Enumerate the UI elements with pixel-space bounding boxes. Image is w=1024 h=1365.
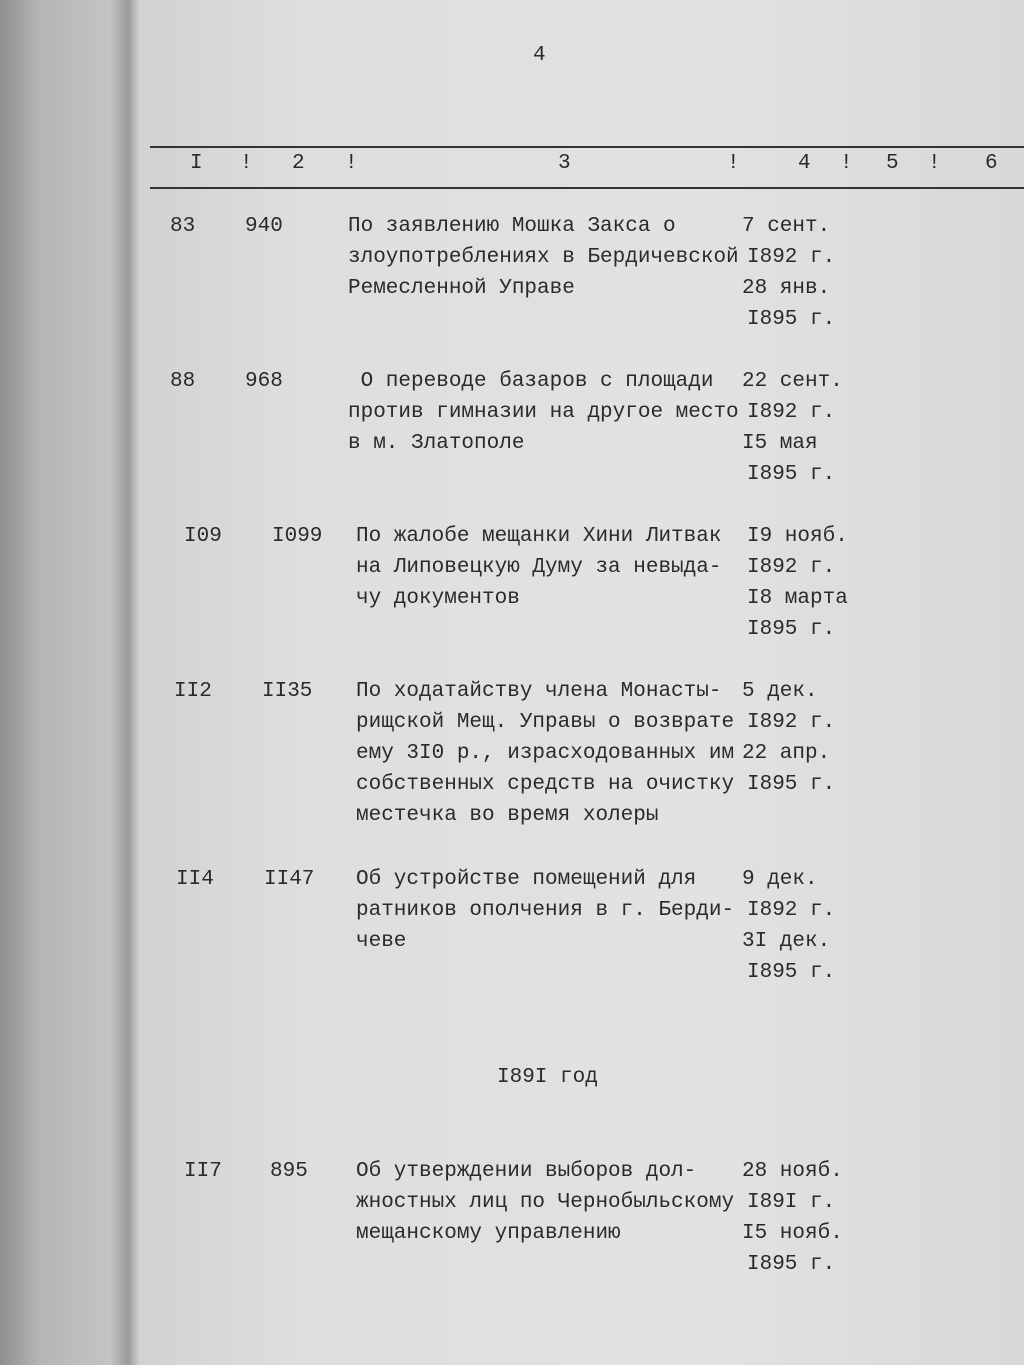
- case-title-line: на Липовецкую Думу за невыда-: [356, 556, 722, 579]
- header-rule-top: [150, 146, 1024, 148]
- case-number: I099: [272, 525, 323, 548]
- column-number: 4: [798, 152, 811, 175]
- date-line: I895 г.: [747, 308, 836, 331]
- date-line: I892 г.: [747, 899, 836, 922]
- row-number: II4: [176, 868, 214, 891]
- case-title-line: По заявлению Мошка Закса о: [348, 215, 676, 238]
- column-number: 3: [558, 152, 571, 175]
- case-number: 940: [245, 215, 283, 238]
- case-title-line: По ходатайству члена Монасты-: [356, 680, 722, 703]
- column-number: I: [190, 152, 203, 175]
- date-line: I9 нояб.: [747, 525, 848, 548]
- case-number: 968: [245, 370, 283, 393]
- case-title-line: чеве: [356, 930, 407, 953]
- date-line: I5 мая: [742, 432, 818, 455]
- case-title-line: злоупотреблениях в Бердичевской: [348, 246, 739, 269]
- date-line: 22 апр.: [742, 742, 831, 765]
- case-title-line: Об устройстве помещений для: [356, 868, 697, 891]
- case-title-line: Об утверждении выборов дол-: [356, 1160, 697, 1183]
- case-title-line: Ремесленной Управе: [348, 277, 575, 300]
- row-number: II2: [174, 680, 212, 703]
- case-number: 895: [270, 1160, 308, 1183]
- date-line: 22 сент.: [742, 370, 843, 393]
- date-line: I895 г.: [747, 463, 836, 486]
- date-line: I5 нояб.: [742, 1222, 843, 1245]
- date-line: I895 г.: [747, 961, 836, 984]
- case-title-line: чу документов: [356, 587, 520, 610]
- header-rule-bottom: [150, 187, 1024, 189]
- date-line: I892 г.: [747, 556, 836, 579]
- date-line: 5 дек.: [742, 680, 818, 703]
- date-line: 3I дек.: [742, 930, 831, 953]
- date-line: I892 г.: [747, 246, 836, 269]
- date-line: 9 дек.: [742, 868, 818, 891]
- date-line: I895 г.: [747, 618, 836, 641]
- row-number: 83: [170, 215, 196, 238]
- column-number: 2: [292, 152, 305, 175]
- date-line: I895 г.: [747, 1253, 836, 1276]
- column-separator: !: [345, 152, 358, 175]
- date-line: I892 г.: [747, 401, 836, 424]
- page-number: 4: [533, 44, 546, 67]
- case-title-line: в м. Златополе: [348, 432, 525, 455]
- column-separator: !: [727, 152, 740, 175]
- date-line: I892 г.: [747, 711, 836, 734]
- column-number: 5: [886, 152, 899, 175]
- row-number: I09: [184, 525, 222, 548]
- case-number: II47: [264, 868, 315, 891]
- case-title-line: против гимназии на другое место: [348, 401, 739, 424]
- case-number: II35: [262, 680, 313, 703]
- column-number: 6: [985, 152, 998, 175]
- case-title-line: ратников ополчения в г. Берди-: [356, 899, 735, 922]
- column-separator: !: [928, 152, 941, 175]
- case-title-line: О переводе базаров с площади: [348, 370, 714, 393]
- case-title-line: жностных лиц по Чернобыльскому: [356, 1191, 735, 1214]
- date-line: 28 янв.: [742, 277, 831, 300]
- case-title-line: собственных средств на очистку: [356, 773, 735, 796]
- case-title-line: рищской Мещ. Управы о возврате: [356, 711, 735, 734]
- date-line: 7 сент.: [742, 215, 831, 238]
- section-heading: I89I год: [497, 1066, 598, 1089]
- date-line: I89I г.: [747, 1191, 836, 1214]
- column-separator: !: [240, 152, 253, 175]
- case-title-line: По жалобе мещанки Хини Литвак: [356, 525, 722, 548]
- date-line: 28 нояб.: [742, 1160, 843, 1183]
- case-title-line: ему 3I0 р., израсходованных им: [356, 742, 735, 765]
- column-separator: !: [840, 152, 853, 175]
- row-number: II7: [184, 1160, 222, 1183]
- row-number: 88: [170, 370, 196, 393]
- case-title-line: местечка во время холеры: [356, 804, 659, 827]
- case-title-line: мещанскому управлению: [356, 1222, 621, 1245]
- date-line: I8 марта: [747, 587, 848, 610]
- date-line: I895 г.: [747, 773, 836, 796]
